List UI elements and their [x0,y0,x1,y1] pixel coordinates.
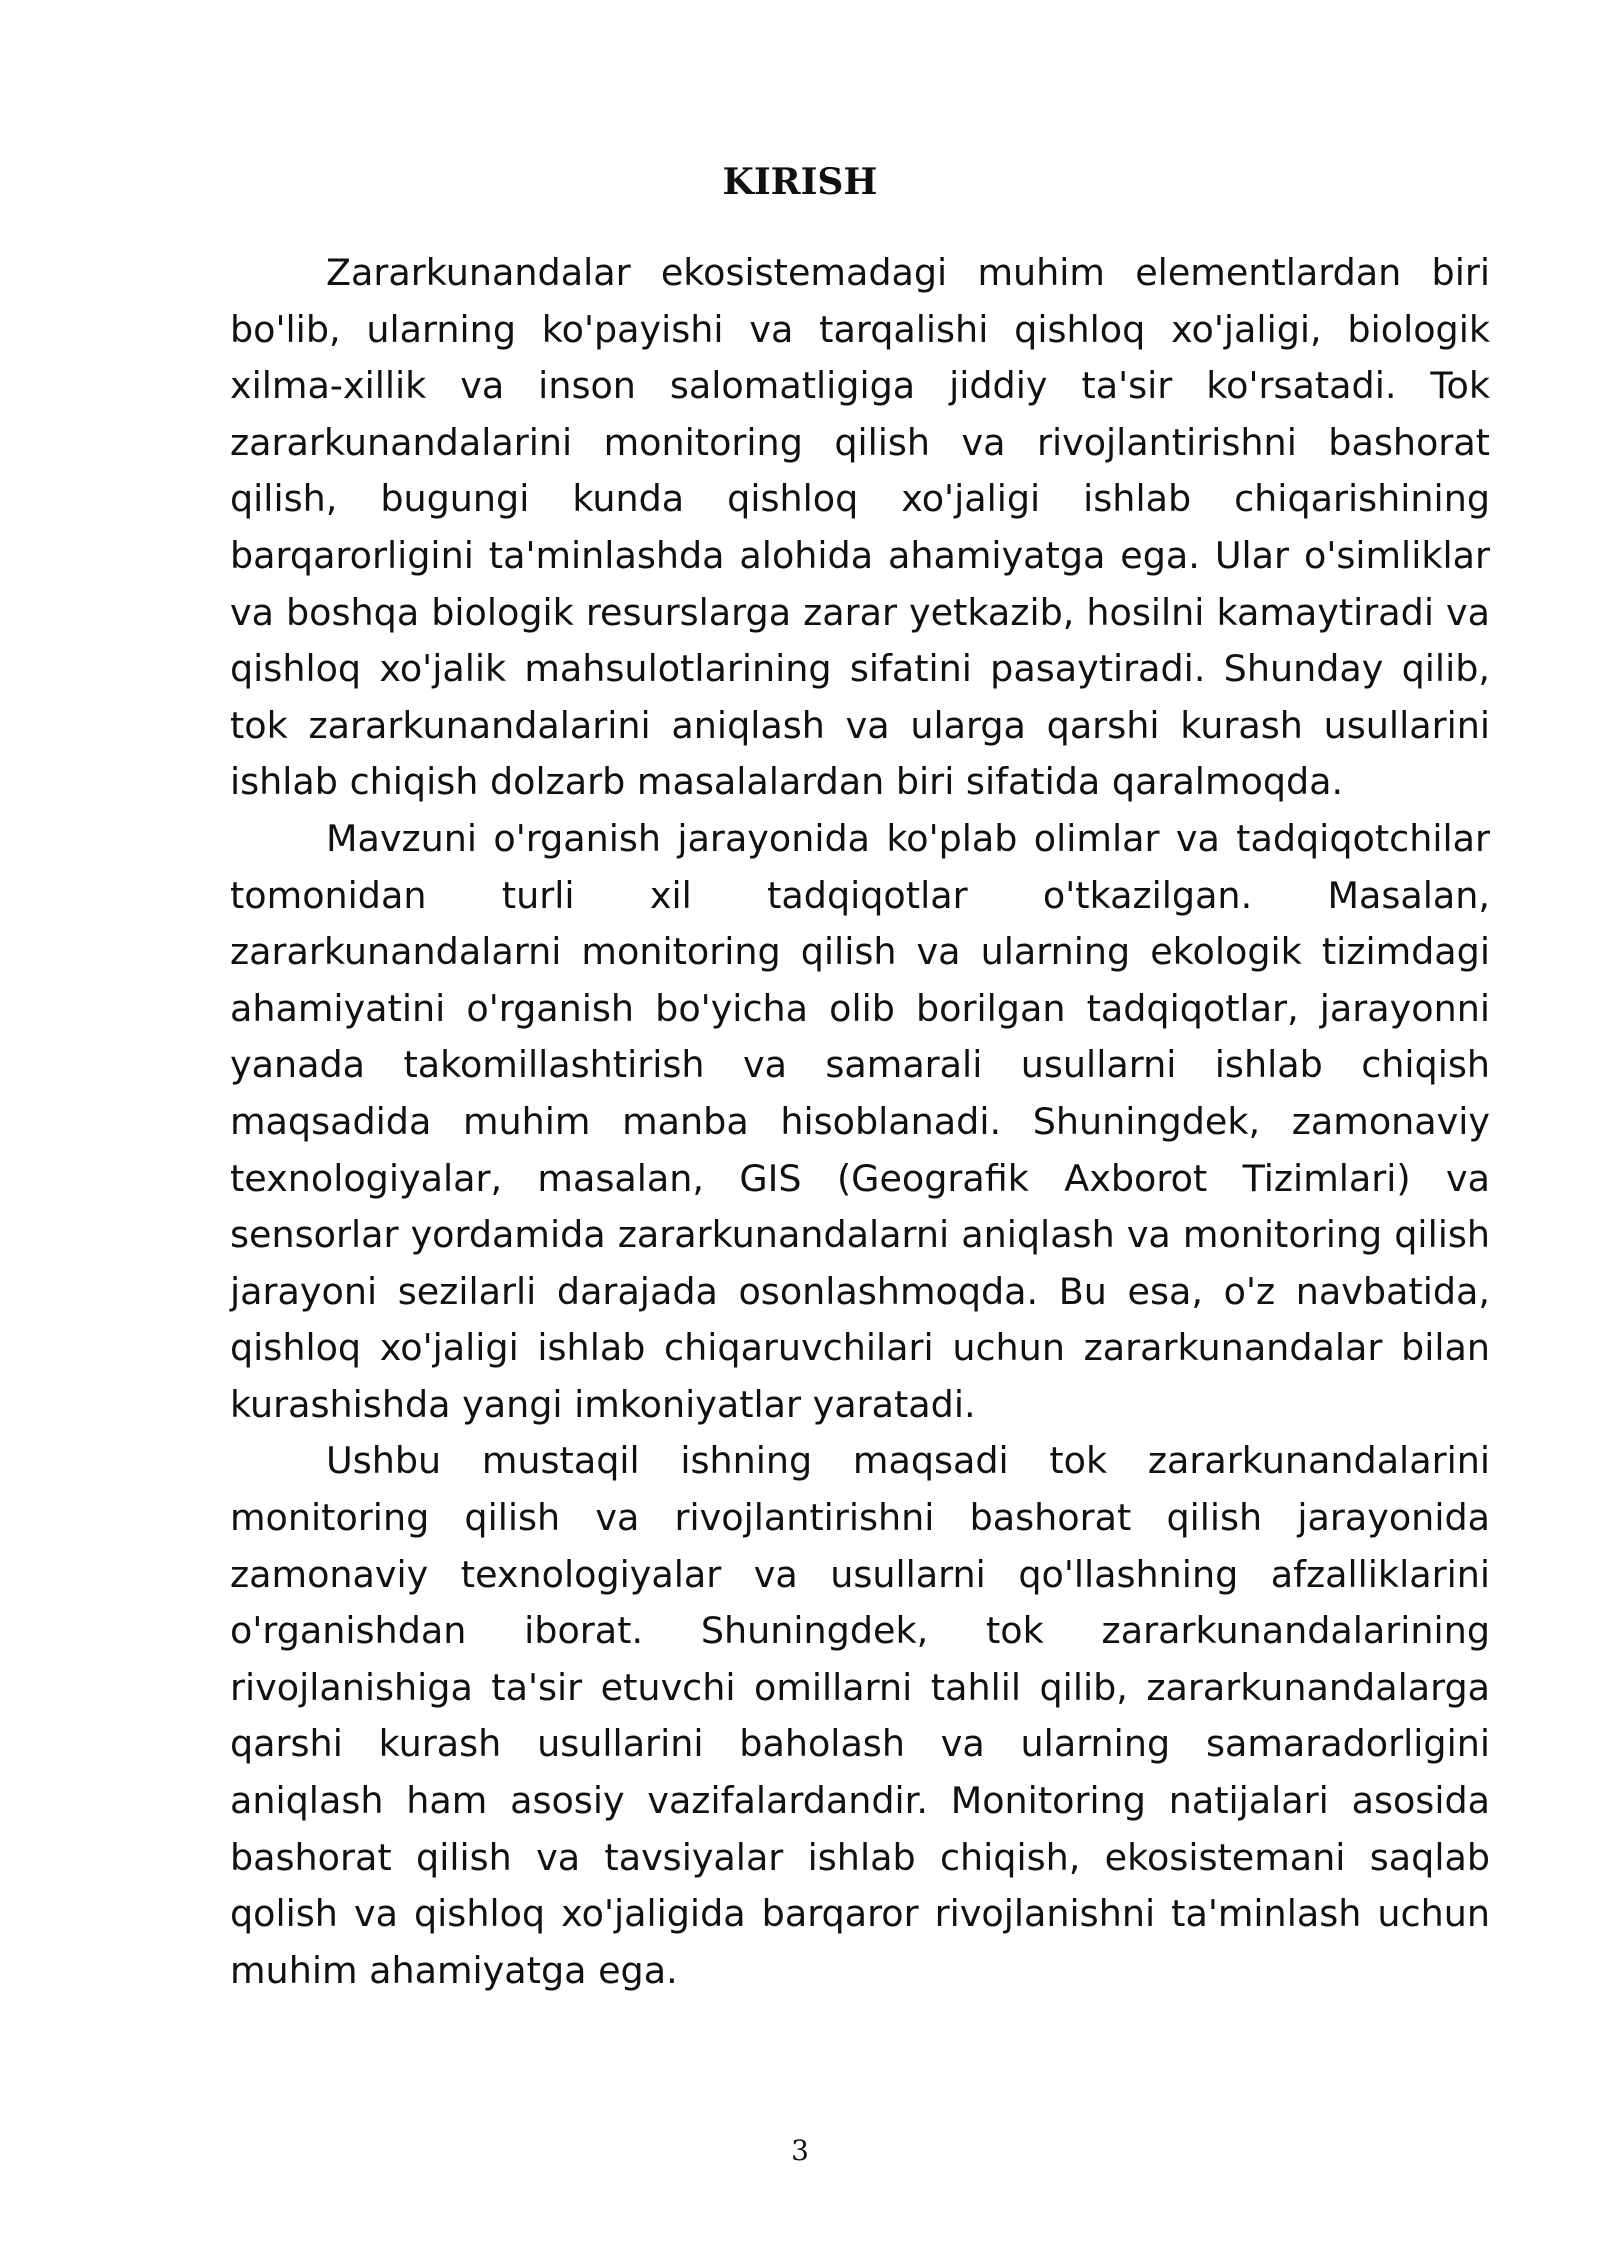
section-heading: KIRISH [722,161,878,203]
paragraph-1: Zararkunandalar ekosistemadagi muhim elementlardan biri bo'lib, ularning ko'payishi va tarqalishi qishloq xo'jaligi, biologik xilma-xillik va inson salomatligiga jiddiy ta'sir ko'rsatadi. Tok zararkunandalarini monitoring qilish va rivojlantirishni bashorat qilish, bugungi kunda qishloq xo'jaligi ishlab chiqarishining barqarorligini ta'minlashda alohida ahamiyatga ega. Ular o'simliklar va boshqa biologik resurslarga zarar yetkazib, hosilni kamaytiradi va qishloq xo'jalik mahsulotlarining sifatini pasaytiradi. Shunday qilib, tok zararkunandalarini aniqlash va ularga qarshi kurash usullarini ishlab chiqish dolzarb masalalardan biri sifatida qaralmoqda. [230,251,1490,804]
paragraph-2: Mavzuni o'rganish jarayonida ko'plab olimlar va tadqiqotchilar tomonidan turli xil tadqiqotlar o'tkazilgan. Masalan, zararkunandalarni monitoring qilish va ularning ekologik tizimdagi ahamiyatini o'rganish bo'yicha olib borilgan tadqiqotlar, jarayonni yanada takomillashtirish va samarali usullarni ishlab chiqish maqsadida muhim manba hisoblanadi. Shuningdek, zamonaviy texnologiyalar, masalan, GIS (Geografik Axborot Tizimlari) va sensorlar yordamida zararkunandalarni aniqlash va monitoring qilish jarayoni sezilarli darajada osonlashmoqda. Bu esa, o'z navbatida, qishloq xo'jaligi ishlab chiqaruvchilari uchun zararkunandalar bilan kurashishda yangi imkoniyatlar yaratadi. [230,816,1490,1426]
body-text [230,245,1490,1999]
page-number: 3 [791,2134,809,2167]
paragraph-3: Ushbu mustaqil ishning maqsadi tok zararkunandalarini monitoring qilish va rivojlantirishni bashorat qilish jarayonida zamonaviy texnologiyalar va usullarni qo'llashning afzalliklarini o'rganishdan iborat. Shuningdek, tok zararkunandalarining rivojlanishiga ta'sir etuvchi omillarni tahlil qilib, zararkunandalarga qarshi kurash usullarini baholash va ularning samaradorligini aniqlash ham asosiy vazifalardandir. Monitoring natijalari asosida bashorat qilish va tavsiyalar ishlab chiqish, ekosistemani saqlab qolish va qishloq xo'jaligida barqaror rivojlanishni ta'minlash uchun muhim ahamiyatga ega. [230,1439,1490,1992]
